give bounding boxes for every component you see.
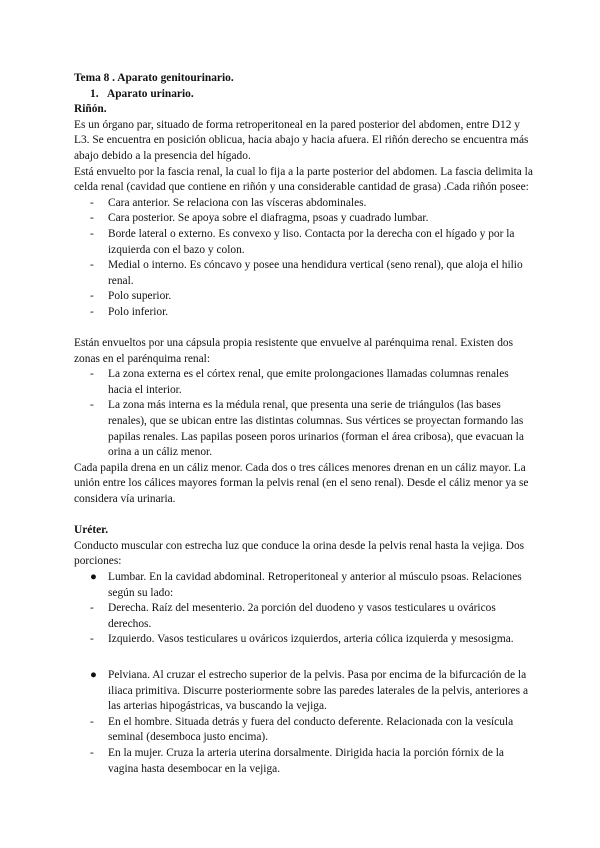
dash-marker: - (90, 368, 94, 381)
ureter-portions-lumbar (74, 570, 534, 648)
list-item (74, 570, 534, 601)
ureter-portions-pelviana (74, 668, 534, 777)
list-item-text: Polo inferior. (108, 305, 169, 318)
list-item-text: Lumbar. En la cavidad abdominal. Retroperitoneal y anterior al músculo psoas. Relaciones según su lado: (108, 571, 522, 599)
list-item-text: Cara posterior. Se apoya sobre el diafragma, psoas y cuadrado lumbar. (108, 212, 429, 225)
list-item (74, 746, 534, 777)
list-item (74, 305, 534, 321)
dash-marker: - (90, 399, 94, 412)
subtitle-number: 1. (90, 87, 99, 100)
list-item (74, 632, 534, 648)
list-item (74, 398, 534, 460)
rinon-paragraph-3: Están envueltos por una cápsula propia resistente que envuelve al parénquima renal. Existen dos zonas en el parénquima renal: (74, 337, 514, 365)
list-item (74, 289, 534, 305)
dash-marker: - (90, 259, 94, 272)
dash-marker: - (90, 746, 94, 759)
list-item (74, 367, 534, 398)
ureter-heading: Uréter. (74, 524, 109, 537)
list-item (74, 196, 534, 212)
list-item (74, 227, 534, 258)
list-item-text: Izquierdo. Vasos testiculares u ováricos izquierdos, arteria cólica izquierda y mesosigma. (108, 633, 514, 646)
dash-marker: - (90, 305, 94, 318)
list-item-text: En la mujer. Cruza la arteria uterina dorsalmente. Dirigida hacia la porción fórnix de la vagina hasta desembocar en la vejiga. (108, 746, 504, 775)
list-item (74, 601, 534, 632)
dash-marker: - (90, 290, 94, 303)
list-item-text: Pelviana. Al cruzar el estrecho superior de la pelvis. Pasa por encima de la bifurcación de la iliaca primitiva. Discurre posteriormente sobre las paredes laterales de la pelvis, anteriores a las arterias hipogástricas, va buscando la vejiga. (108, 668, 529, 713)
ureter-paragraph-1: Conducto muscular con estrecha luz que conduce la orina desde la pelvis renal hasta la vejiga. Dos porciones: (74, 539, 525, 568)
list-item-text: En el hombre. Situada detrás y fuera del conducto deferente. Relacionada con la vesícula seminal (desemboca justo encima). (108, 715, 514, 744)
dash-marker: - (90, 212, 94, 225)
list-item-text: Borde lateral o externo. Es convexo y liso. Contacta por la derecha con el hígado y por la izquierda con el bazo y colon. (108, 227, 515, 256)
bullet-marker: ● (90, 571, 97, 583)
section-subtitle (90, 87, 534, 103)
list-item (74, 668, 534, 715)
list-item-text: La zona externa es el córtex renal, que emite prolongaciones llamadas columnas renales hacia el interior. (108, 368, 509, 396)
bullet-marker: ● (90, 668, 97, 681)
list-item-text: Derecha. Raíz del mesenterio. 2a porción del duodeno y vasos testiculares u ováricos derechos. (108, 602, 496, 630)
rinon-parts-list (74, 196, 534, 321)
rinon-paragraph-4: Cada papila drena en un cáliz menor. Cada dos o tres cálices menores drenan en un cáliz mayor. La unión entre los cálices mayores forman la pelvis renal (en el seno renal). Desde el cáliz menor ya se considera vía urinaria. (74, 461, 529, 506)
subtitle-text: Aparato urinario. (107, 87, 194, 100)
dash-marker: - (90, 715, 94, 728)
document-title: Tema 8 . Aparato genitourinario. (74, 72, 234, 84)
list-item (74, 715, 534, 746)
rinon-heading: Riñón. (74, 103, 107, 116)
list-item-text: Cara anterior. Se relaciona con las vísceras abdominales. (108, 196, 367, 209)
list-item-text: Medial o interno. Es cóncavo y posee una hendidura vertical (seno renal), que aloja el hilio renal. (108, 259, 523, 287)
dash-marker: - (90, 602, 94, 615)
spacer (74, 648, 534, 668)
spacer (74, 508, 534, 524)
document-body (74, 71, 534, 777)
dash-marker: - (90, 227, 94, 240)
list-item (74, 211, 534, 227)
list-item-text: La zona más interna es la médula renal, que presenta una serie de triángulos (las bases renales), que se ubican entre las distintas columnas. Sus vértices se proyectan formando las papilas renales. Las papilas poseen poros urinarios (forman el área cribosa), que evacuan la orina a un cáliz menor. (108, 399, 524, 459)
rinon-paragraph-1: Es un órgano par, situado de forma retroperitoneal en la pared posterior del abdomen, entre D12 y L3. Se encuentra en posición oblicua, hacia abajo y hacia afuera. El riñón derecho se encuentra más abajo debido a la presencia del hígado. (74, 118, 529, 162)
dash-marker: - (90, 633, 94, 646)
rinon-paragraph-2: Está envuelto por la fascia renal, la cual lo fija a la parte posterior del abdomen. La fascia delimita la celda renal (cavidad que contiene en riñón y una considerable cantidad de grasa) .Cada riñón posee: (74, 165, 533, 194)
list-item (74, 258, 534, 289)
spacer (74, 321, 534, 337)
parenquima-zones-list (74, 367, 534, 461)
list-item-text: Polo superior. (108, 290, 172, 303)
dash-marker: - (90, 196, 94, 209)
